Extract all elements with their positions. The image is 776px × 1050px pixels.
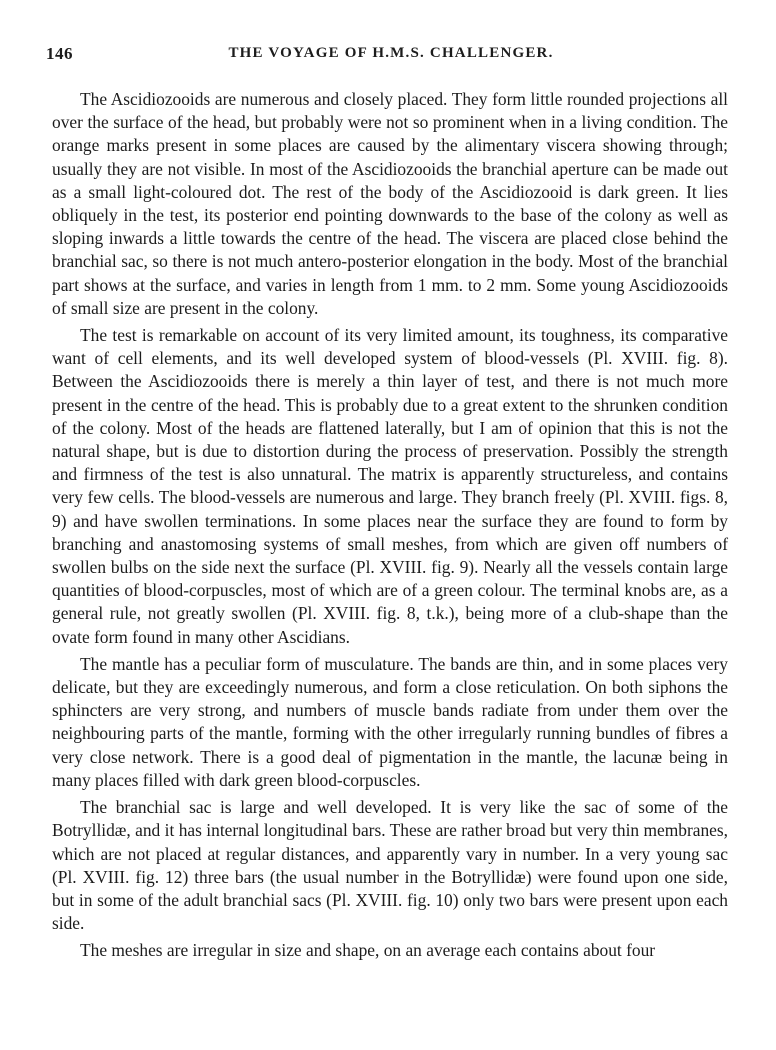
running-title: THE VOYAGE OF H.M.S. CHALLENGER. (228, 45, 554, 61)
paragraph: The test is remarkable on account of its very limited amount, its toughness, its comparative want of cell elements, and its well developed system of blood-vessels (Pl. XVIII. fig. 8). Between the Ascidiozooids there is merely a thin layer of test, and there is not much more present in the centre of the head. This is probably due to a great extent to the shrunken condition of the colony. Most of the heads are flattened laterally, but I am of opinion that this is not the natural shape, but is due to distortion during the process of preservation. Possibly the strength and firmness of the test is also unnatural. The matrix is apparently structureless, and contains very few cells. The blood-vessels are numerous and large. They branch freely (Pl. XVIII. figs. 8, 9) and have swollen terminations. In some places near the surface they are found to form by branching and anastomosing systems of small meshes, from which are given off numbers of swollen bulbs on the side next the surface (Pl. XVIII. fig. 9). Nearly all the vessels contain large quantities of blood-corpuscles, most of which are of a green colour. The terminal knobs are, as a general rule, not greatly swollen (Pl. XVIII. fig. 8, t.k.), being more of a club-shape than the ovate form found in many other Ascidians. (52, 325, 728, 647)
body-text (52, 88, 728, 967)
paragraph: The mantle has a peculiar form of musculature. The bands are thin, and in some places very delicate, but they are exceedingly numerous, and form a close reticulation. On both siphons the sphincters are very strong, and numbers of muscle bands radiate from under them over the neighbouring parts of the mantle, forming with the other irregularly running bundles of fibres a very close network. There is a good deal of pigmentation in the mantle, the lacunæ being in many places filled with dark green blood-corpuscles. (52, 653, 728, 790)
paragraph: The Ascidiozooids are numerous and closely placed. They form little rounded projections all over the surface of the head, but probably were not so prominent when in a living condition. The orange marks present in some places are caused by the alimentary viscera showing through; usually they are not visible. In most of the Ascidiozooids the branchial aperture can be made out as a small light-coloured dot. The rest of the body of the Ascidiozooid is dark green. It lies obliquely in the test, its posterior end pointing downwards to the base of the colony as well as sloping inwards a little towards the centre of the head. The viscera are placed close behind the branchial sac, so there is not much antero-posterior elongation in the body. Most of the branchial part shows at the surface, and varies in length from 1 mm. to 2 mm. Some young Ascidiozooids of small size are present in the colony. (52, 89, 728, 318)
page-number: 146 (46, 44, 73, 63)
page-header (46, 44, 736, 68)
paragraph: The meshes are irregular in size and shape, on an average each contains about four (80, 940, 656, 961)
paragraph: The branchial sac is large and well developed. It is very like the sac of some of the Botryllidæ, and it has internal longitudinal bars. These are rather broad but very thin membranes, which are not placed at regular distances, and apparently vary in number. In a very young sac (Pl. XVIII. fig. 12) three bars (the usual number in the Botryllidæ) were found upon one side, but in some of the adult branchial sacs (Pl. XVIII. fig. 10) only two bars were present upon each side. (52, 797, 728, 934)
